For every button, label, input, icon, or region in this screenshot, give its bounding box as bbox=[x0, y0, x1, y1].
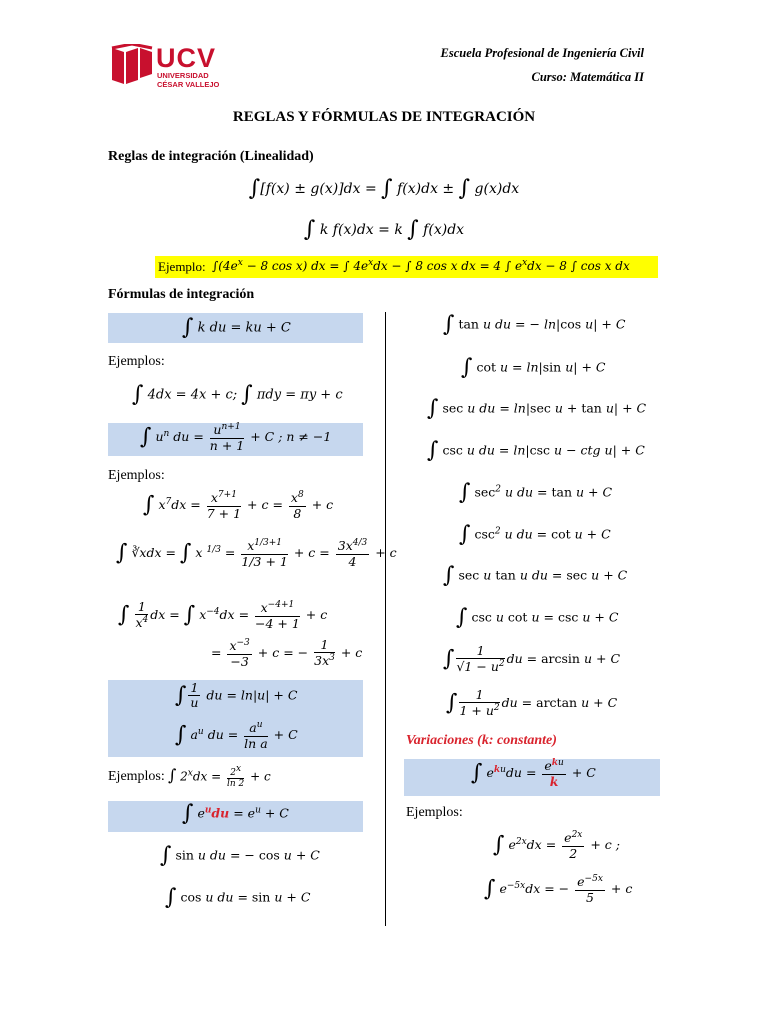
formula-exp-k: ∫ $e^{ku}du$ = $\frac{e^{ku}}{k}$ + C bbox=[471, 758, 596, 789]
formula-csc-cot: ∫ csc u cot u = csc u + C bbox=[456, 605, 619, 630]
formula-csc: ∫ csc u du = ln|csc u − ctg u| + C bbox=[427, 438, 645, 463]
logo-line1: UNIVERSIDAD bbox=[157, 71, 209, 80]
formula-csc2: ∫ $\csc^2 u$ du = cot u + C bbox=[459, 522, 611, 547]
formula-sin: ∫ sin u du = − cos u + C bbox=[160, 843, 320, 868]
university-logo bbox=[110, 44, 220, 90]
example-power-1: ∫ $x^7dx$ = $\frac{x^{7+1}}{7 + 1}$ + c = $\frac{x^8}{8}$ + c bbox=[143, 490, 334, 521]
formula-sec: ∫ sec u du = ln|sec u + tan u| + C bbox=[427, 396, 647, 421]
formula-sec2: ∫ $\sec^2 u$ du = tan u + C bbox=[459, 480, 613, 505]
formula-power: ∫ $u^n$ du = $\frac{u^{n+1}}{n + 1}$ + C ; n ≠ −1 bbox=[140, 422, 332, 453]
header-school: Escuela Profesional de Ingeniería Civil bbox=[440, 46, 644, 60]
example-power-3: ∫ $\frac{1}{x^4}$ dx = ∫ $x^{-4}dx$ = $\frac{x^{-4+1}}{-4 + 1}$ + c bbox=[118, 599, 328, 631]
example-formula: $\int(4e^x - 8$ cos x) dx = ∫ $4e^xdx$ − ∫ 8 cos x dx = 4 ∫ $e^xdx - 8$ ∫ cos x dx bbox=[212, 258, 630, 273]
column-divider bbox=[385, 312, 386, 926]
example-label: Ejemplo: bbox=[158, 259, 206, 274]
header-course: Curso: Matemática II bbox=[531, 70, 644, 84]
rule-sum: ∫[f(x) ± g(x)]dx = ∫ f(x)dx ± ∫ g(x)dx bbox=[248, 176, 520, 201]
formula-log: ∫ $\frac{1}{u}$ du = ln|u| + C bbox=[175, 680, 298, 711]
rule-constant: ∫ k f(x)dx = k ∫ f(x)dx bbox=[303, 217, 465, 242]
example-exp-k-1: ∫ $e^{2x}dx$ = $\frac{e^{2x}}{2}$ + c ; bbox=[493, 830, 620, 861]
page-title: REGLAS Y FÓRMULAS DE INTEGRACIÓN bbox=[232, 109, 536, 125]
ejemplos-label-3: Ejemplos: bbox=[108, 769, 165, 784]
formula-exp-a: ∫ $a^u$ du = $\frac{a^u}{\text{ln a}}$ + C bbox=[175, 720, 298, 751]
ejemplos-label-4: Ejemplos: bbox=[406, 805, 463, 820]
formula-exp-e: ∫ $e^udu = e^u + C$ bbox=[182, 801, 289, 826]
logo-name: UCV bbox=[156, 43, 217, 73]
variaciones-heading: Variaciones (k: constante) bbox=[406, 733, 557, 748]
formula-constant: ∫ k du = ku + C bbox=[182, 315, 291, 340]
formula-cot: ∫ cot u = ln|sin u| + C bbox=[461, 355, 606, 380]
logo-line2: CÉSAR VALLEJO bbox=[157, 80, 220, 89]
formula-sec-tan: ∫ sec u tan u du = sec u + C bbox=[443, 563, 628, 588]
example-power-2: ∫ ∛xdx = ∫ x $^{1/3}$ = $\frac{x^{1/3+1}}{1/3 + 1}$ + c = $\frac{3x^{4/3}}{4}$ + c bbox=[116, 538, 397, 569]
section-formulas: Fórmulas de integración bbox=[108, 287, 255, 302]
example-exp-k-2: ∫ $e^{-5x}dx$ = − $\frac{e^{-5x}}{5}$ + c bbox=[484, 874, 633, 905]
formula-cos: ∫ cos u du = sin u + C bbox=[165, 885, 311, 910]
section-linealidad: Reglas de integración (Linealidad) bbox=[108, 149, 314, 164]
ejemplos-label-2: Ejemplos: bbox=[108, 468, 165, 483]
formula-tan: ∫ tan u du = − ln|cos u| + C bbox=[443, 312, 626, 337]
formula-arctan: ∫ $\frac{1}{1 + u^2}$ du = arctan u + C bbox=[446, 687, 618, 719]
formula-arcsin: ∫ $\frac{1}{√1 - u^2}$ du = arcsin u + C bbox=[443, 643, 621, 675]
logo-emblem bbox=[110, 44, 154, 90]
example-exp-a: ∫ $2^xdx$ = $\frac{2x}{\ln 2}$ + c bbox=[168, 764, 271, 790]
example-constant: ∫ 4dx = 4x + c; ∫ πdy = πy + c bbox=[132, 382, 343, 407]
example-power-4: = $\frac{x^{-3}}{-3}$ + c = − $\frac{1}{3x^3}$ + c bbox=[211, 637, 363, 669]
ejemplos-label-1: Ejemplos: bbox=[108, 354, 165, 369]
